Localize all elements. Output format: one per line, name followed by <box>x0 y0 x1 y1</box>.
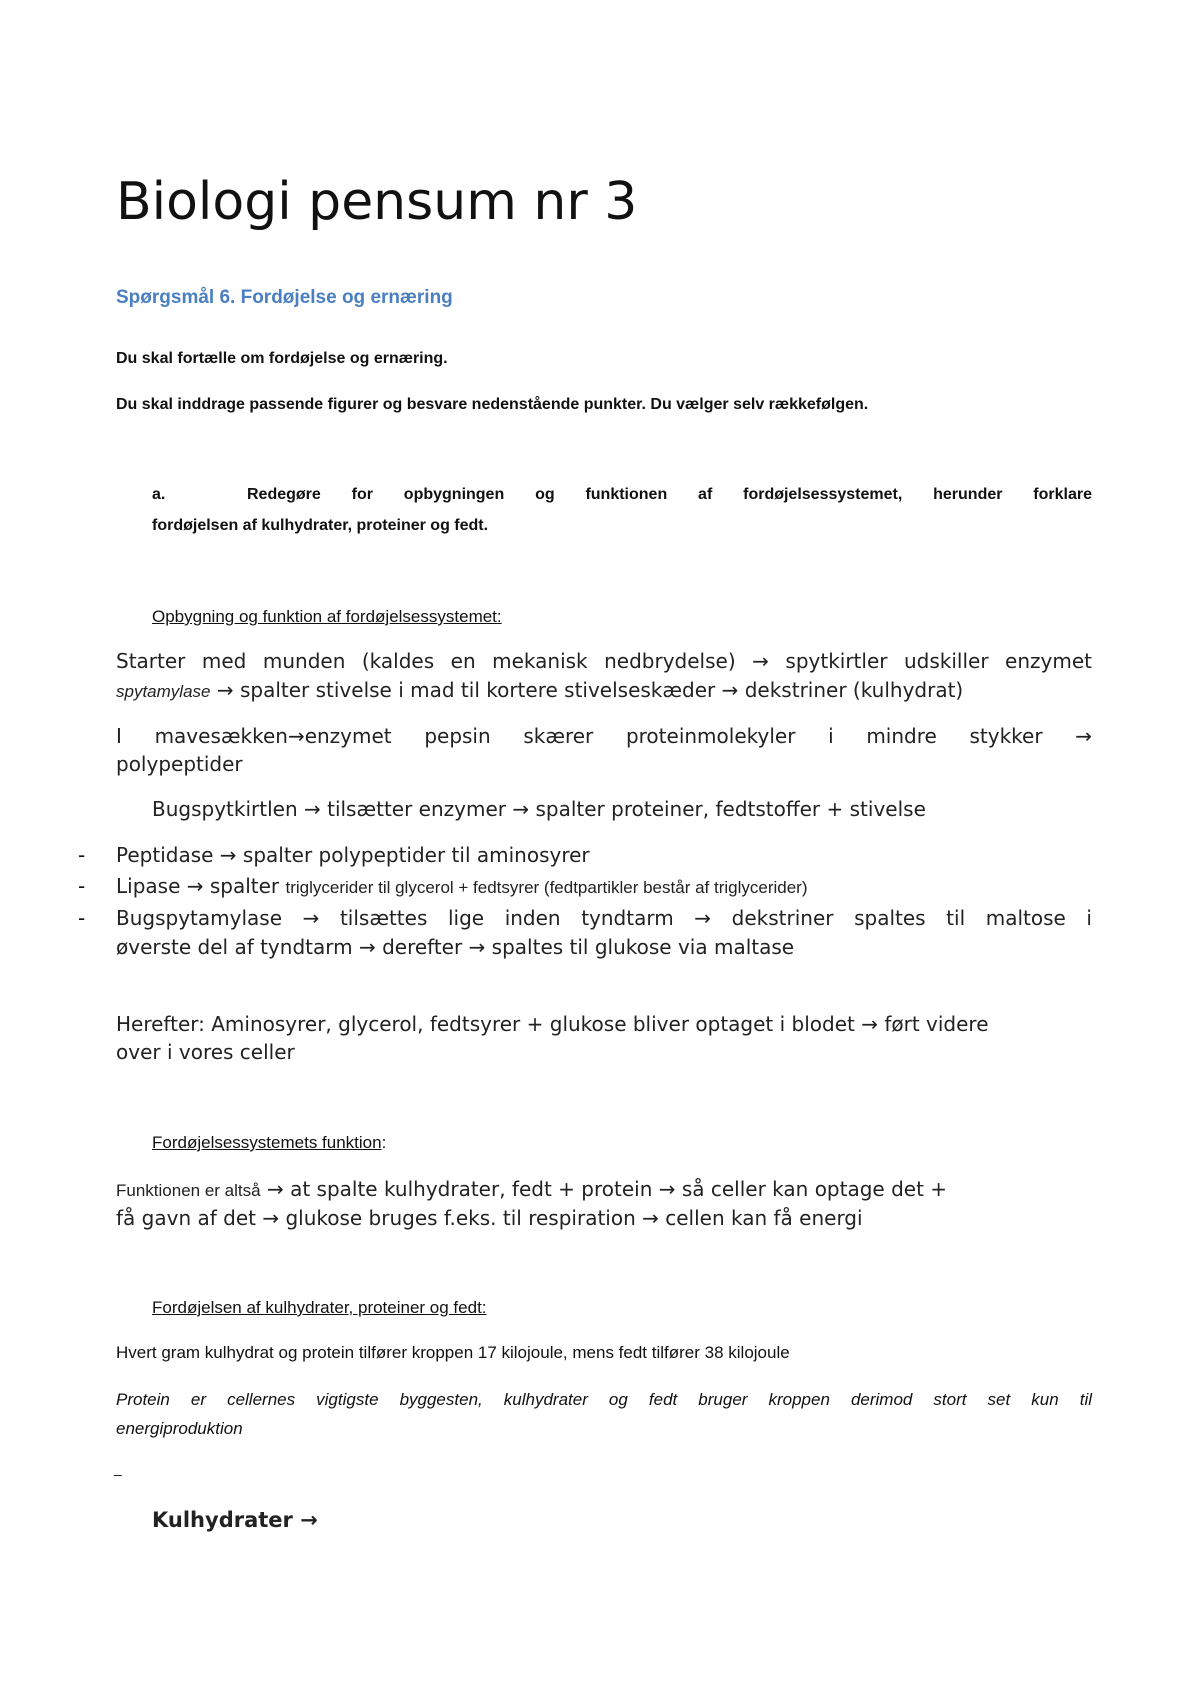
section-heading-function-colon: : <box>381 1133 387 1152</box>
bullet-peptidase: Peptidase → spalter polypeptider til aminosyrer <box>116 843 590 867</box>
paragraph-stomach-line-2: polypeptider <box>116 752 243 776</box>
spytamylase-term: spytamylase <box>116 682 211 701</box>
bullet-lipase <box>116 874 808 898</box>
paragraph-protein-line-1: Protein er cellernes vigtigste byggesten, kulhydrater og fedt bruger kroppen derimod stort set kun til <box>116 1390 1092 1409</box>
bullet-bugspytamylase-line-1: Bugspytamylase → tilsættes lige inden tyndtarm → dekstriner spaltes til maltose i <box>116 906 1092 930</box>
bullet-bugspytamylase-line-2: øverste del af tyndtarm → derefter → spaltes til glukose via maltase <box>116 935 795 959</box>
paragraph-energy: Hvert gram kulhydrat og protein tilfører kroppen 17 kilojoule, mens fedt tilfører 38 kilojoule <box>116 1343 790 1362</box>
paragraph-mouth-line-2 <box>116 678 963 702</box>
paragraph-mouth-line-1: Starter med munden (kaldes en mekanisk nedbrydelse) → spytkirtler udskiller enzymet <box>116 649 1092 673</box>
bullet-marker: - <box>78 843 86 867</box>
paragraph-function-line-2: få gavn af det → glukose bruges f.eks. til respiration → cellen kan få energi <box>116 1206 863 1230</box>
stray-dash: – <box>114 1466 122 1482</box>
question-a-line-2: fordøjelsen af kulhydrater, proteiner og fedt. <box>152 517 489 534</box>
paragraph-function-rest: → at spalte kulhydrater, fedt + protein → så celler kan optage det + <box>260 1177 948 1201</box>
document-title: Biologi pensum nr 3 <box>116 172 638 232</box>
intro-line-1: Du skal fortælle om fordøjelse og ernæring. <box>116 350 448 367</box>
section-heading-function <box>152 1133 386 1153</box>
paragraph-absorption-line-2: over i vores celler <box>116 1040 295 1064</box>
paragraph-pancreas: Bugspytkirtlen → tilsætter enzymer → spalter proteiner, fedtstoffer + stivelse <box>152 797 926 821</box>
subheading-carbohydrates: Kulhydrater → <box>152 1508 318 1532</box>
bullet-lipase-start: Lipase → spalter <box>116 874 286 898</box>
question-a-marker: a. <box>152 486 166 503</box>
section-heading-function-text: Fordøjelsessystemets funktion <box>152 1133 382 1152</box>
paragraph-function-start: Funktionen er altså <box>116 1181 261 1200</box>
bullet-marker: - <box>78 906 86 930</box>
paragraph-function-line-1 <box>116 1177 947 1201</box>
intro-line-2: Du skal inddrage passende figurer og besvare nedenstående punkter. Du vælger selv rækkefølgen. <box>116 396 869 413</box>
section-heading-digestion: Fordøjelsen af kulhydrater, proteiner og fedt: <box>152 1298 487 1317</box>
bullet-marker: - <box>78 874 86 898</box>
paragraph-protein-line-2: energiproduktion <box>116 1419 243 1438</box>
section-heading-structure: Opbygning og funktion af fordøjelsessystemet: <box>152 607 502 626</box>
question-heading: Spørgsmål 6. Fordøjelse og ernæring <box>116 287 453 308</box>
paragraph-stomach-line-1: I mavesækken→enzymet pepsin skærer proteinmolekyler i mindre stykker → <box>116 724 1092 748</box>
paragraph-absorption-line-1: Herefter: Aminosyrer, glycerol, fedtsyrer + glukose bliver optaget i blodet → ført videre <box>116 1012 989 1036</box>
question-a-line-1: Redegøre for opbygningen og funktionen af fordøjelsessystemet, herunder forklare <box>247 486 1092 503</box>
bullet-lipase-rest: triglycerider til glycerol + fedtsyrer (fedtpartikler består af triglycerider) <box>285 878 808 897</box>
paragraph-mouth-line-2-rest: → spalter stivelse i mad til kortere stivelseskæder → dekstriner (kulhydrat) <box>210 678 964 702</box>
